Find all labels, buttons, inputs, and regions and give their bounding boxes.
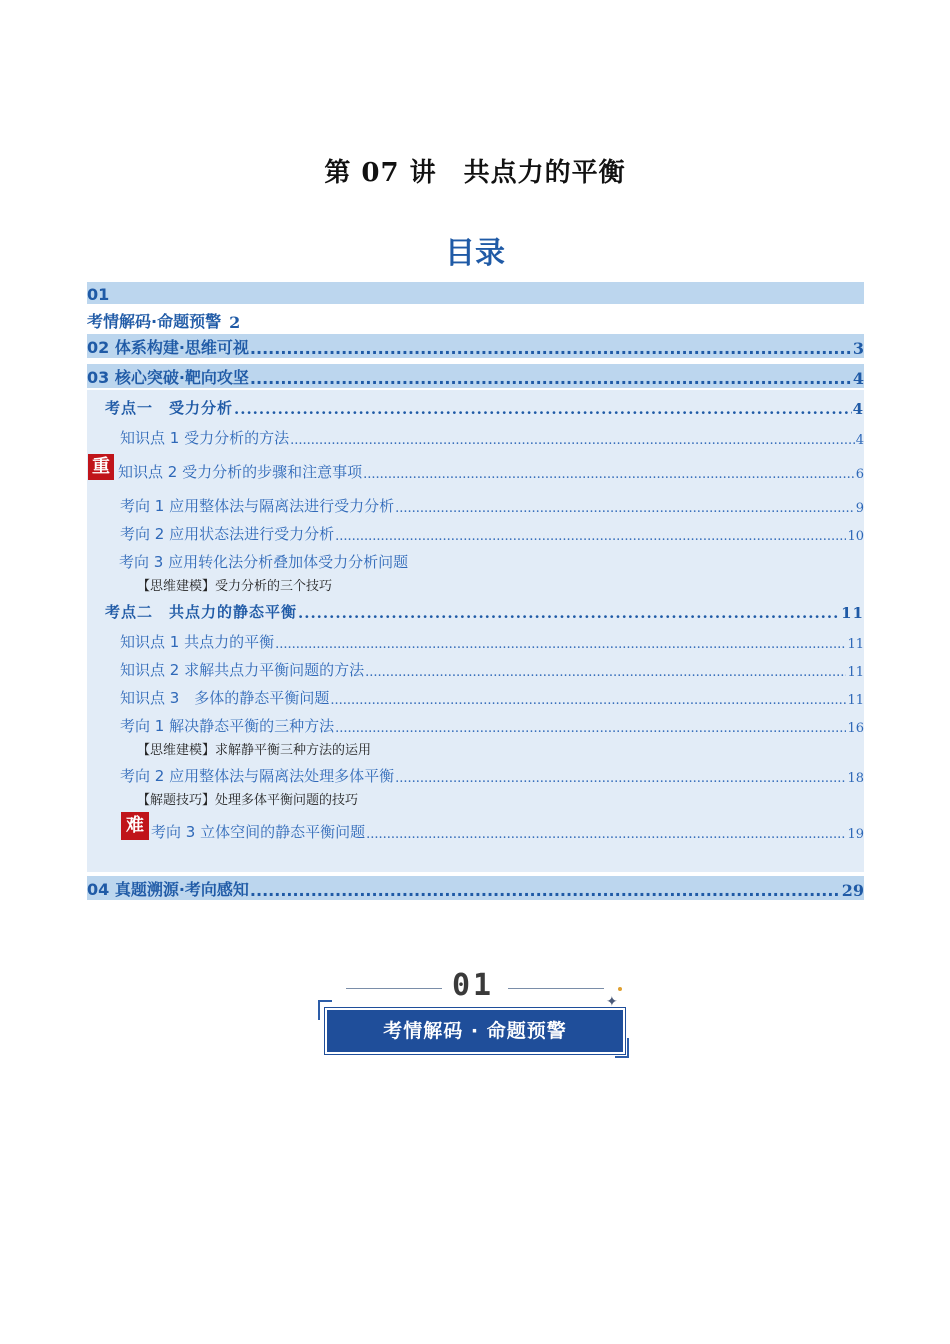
toc-leader-dots	[298, 604, 840, 622]
toc-entry-01[interactable]	[87, 310, 240, 332]
toc-entry-label: 02 体系构建·思维可视	[87, 338, 249, 357]
toc-entry-label: 知识点 1 共点力的平衡	[120, 633, 275, 651]
toc-page-number: 11	[847, 637, 864, 652]
toc-leader-dots	[335, 529, 846, 544]
toc-leader-dots	[275, 637, 846, 652]
toc-leader-dots	[250, 369, 852, 388]
toc-leader-dots	[335, 721, 846, 736]
toc-leader-dots	[290, 433, 855, 448]
toc-page-number: 4	[852, 369, 864, 388]
toc-entry-label: 知识点 2 受力分析的步骤和注意事项	[118, 463, 363, 481]
hard-badge: 难	[121, 812, 149, 840]
toc-entry-label: 考向 2 应用状态法进行受力分析	[120, 525, 335, 543]
toc-entry-label: 考情解码·命题预警	[87, 312, 222, 331]
toc-entry-label: 【思维建模】求解静平衡三种方法的运用	[137, 743, 372, 758]
toc-entry-label: 考向 3 应用转化法分析叠加体受力分析问题	[119, 553, 409, 571]
toc-page-number: 19	[847, 827, 864, 842]
toc-entry-kaodian-2[interactable]	[105, 600, 864, 622]
toc-entry-k2-direction-2[interactable]	[120, 764, 864, 786]
section-banner	[318, 968, 632, 1060]
toc-leader-dots	[250, 881, 841, 900]
toc-entry-k1-model-1[interactable]	[137, 576, 332, 594]
toc-entry-01-number[interactable]	[87, 284, 864, 304]
toc-page-number: 11	[847, 665, 864, 680]
toc-entry-label: 考向 1 应用整体法与隔离法进行受力分析	[120, 497, 395, 515]
toc-entry-label: 考点二 共点力的静态平衡	[105, 603, 298, 621]
toc-entry-k2-knowledge-3[interactable]	[120, 686, 864, 708]
toc-entry-k1-direction-2[interactable]	[120, 522, 864, 544]
toc-entry-k2-direction-1[interactable]	[120, 714, 864, 736]
toc-leader-dots	[395, 771, 846, 786]
toc-page-number: 2	[229, 313, 241, 332]
document-title: 第 07 讲 共点力的平衡	[324, 158, 626, 188]
toc-page-number: 11	[841, 604, 864, 622]
toc-entry-k2-model-1[interactable]	[137, 740, 371, 758]
toc-entry-k2-technique-1[interactable]	[137, 790, 358, 808]
toc-leader-dots	[250, 339, 852, 358]
toc-leader-dots	[365, 665, 846, 680]
corner-bracket-icon	[615, 1038, 629, 1058]
toc-entry-label: 考向 1 解决静态平衡的三种方法	[120, 717, 335, 735]
toc-entry-03[interactable]	[87, 366, 864, 388]
toc-entry-k2-knowledge-2[interactable]	[120, 658, 864, 680]
toc-entry-label: 【思维建模】受力分析的三个技巧	[137, 579, 333, 594]
toc-entry-label: 【解题技巧】处理多体平衡问题的技巧	[137, 793, 359, 808]
toc-entry-04[interactable]	[87, 878, 864, 900]
toc-entry-label: 03 核心突破·靶向攻坚	[87, 368, 249, 387]
toc-entry-k1-direction-3[interactable]	[119, 550, 408, 572]
toc-entry-label: 知识点 3 多体的静态平衡问题	[120, 689, 330, 707]
section-number: 01	[451, 968, 495, 1003]
toc-entry-k1-knowledge-1[interactable]	[120, 426, 864, 448]
toc-leader-dots	[330, 693, 846, 708]
toc-heading: 目录	[445, 236, 505, 271]
toc-leader-dots	[234, 400, 852, 418]
toc-entry-k2-knowledge-1[interactable]	[120, 630, 864, 652]
toc-leader-dots	[363, 467, 855, 482]
toc-page-number: 18	[847, 771, 864, 786]
toc-entry-k1-direction-1[interactable]	[120, 494, 864, 516]
toc-page-number: 10	[847, 529, 864, 544]
toc-page-number: 4	[852, 400, 864, 418]
toc-entry-label: 04 真题溯源·考向感知	[87, 880, 249, 899]
toc-entry-label: 考点一 受力分析	[105, 399, 234, 417]
toc-entry-k1-knowledge-2[interactable]	[118, 460, 864, 482]
toc-leader-dots	[395, 501, 855, 516]
section-title: 考情解码 · 命题预警	[383, 1020, 567, 1042]
toc-page-number: 4	[855, 433, 864, 448]
toc-entry-label: 知识点 2 求解共点力平衡问题的方法	[120, 661, 365, 679]
toc-page-number: 11	[847, 693, 864, 708]
toc-entry-label: 考向 2 应用整体法与隔离法处理多体平衡	[120, 767, 395, 785]
dot-icon	[618, 987, 622, 991]
toc-entry-k2-direction-3[interactable]	[151, 820, 864, 842]
toc-page-number: 9	[855, 501, 864, 516]
toc-page-number: 16	[847, 721, 864, 736]
toc-page-number: 6	[855, 467, 864, 482]
toc-entry-02[interactable]	[87, 336, 864, 358]
toc-leader-dots	[366, 827, 846, 842]
toc-entry-label: 考向 3 立体空间的静态平衡问题	[151, 823, 366, 841]
sparkle-icon: ✦	[606, 994, 618, 1010]
toc-page-number: 29	[841, 881, 864, 900]
important-badge: 重	[88, 454, 114, 480]
toc-entry-label: 知识点 1 受力分析的方法	[120, 429, 290, 447]
toc-entry-kaodian-1[interactable]	[105, 396, 864, 418]
toc-page-number: 3	[852, 339, 864, 358]
toc-entry-label: 01	[87, 285, 110, 304]
